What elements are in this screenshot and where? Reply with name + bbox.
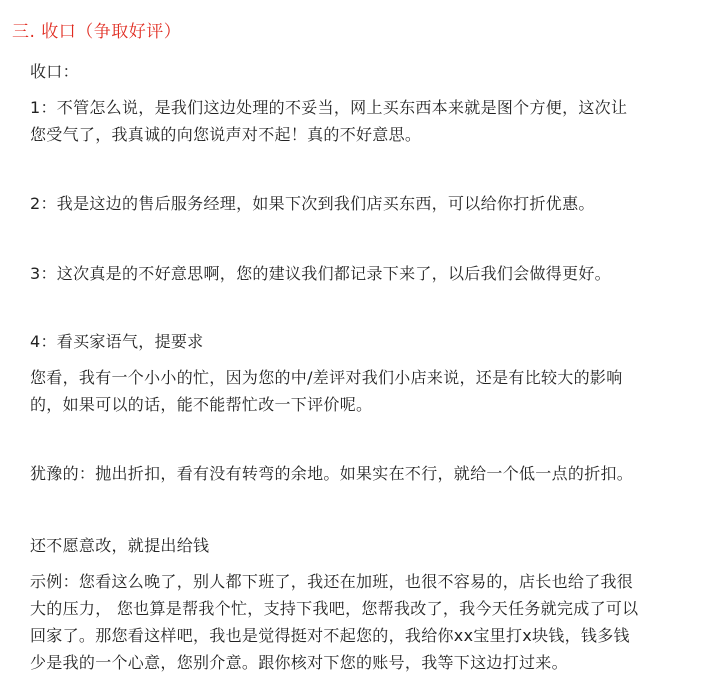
example-line-4: 少是我的一个心意，您别介意。跟你核对下您的账号，我等下这边打过来。: [30, 653, 568, 672]
paragraph-4-body: [30, 364, 690, 418]
paragraph-1-line-1: 1：不管怎么说，是我们这边处理的不妥当，网上买东西本来就是图个方便，这次让: [30, 98, 628, 117]
paragraph-1: [30, 94, 690, 148]
example-line-1: 示例：您看这么晚了，别人都下班了，我还在加班，也很不容易的，店长也给了我很: [30, 572, 634, 591]
example-paragraph: [30, 568, 690, 676]
example-line-3: 回家了。那您看这样吧，我也是觉得挺对不起您的，我给你xx宝里打x块钱，钱多钱: [30, 626, 630, 645]
paragraph-4-body-line-1: 您看，我有一个小小的忙，因为您的中/差评对我们小店来说，还是有比较大的影响: [30, 368, 623, 387]
paragraph-3: 3：这次真是的不好意思啊，您的建议我们都记录下来了，以后我们会做得更好。: [30, 264, 611, 283]
paragraph-4-body-line-2: 的，如果可以的话，能不能帮忙改一下评价呢。: [30, 395, 373, 414]
refuse-title: 还不愿意改，就提出给钱: [30, 536, 210, 555]
intro-label: 收口：: [30, 62, 79, 81]
paragraph-2: 2：我是这边的售后服务经理，如果下次到我们店买东西，可以给你打折优惠。: [30, 194, 595, 213]
paragraph-4-title: 4：看买家语气，提要求: [30, 332, 204, 351]
example-line-2: 大的压力， 您也算是帮我个忙，支持下我吧，您帮我改了，我今天任务就完成了可以: [30, 599, 639, 618]
paragraph-1-line-2: 您受气了，我真诚的向您说声对不起！真的不好意思。: [30, 125, 422, 144]
section-heading: 三. 收口（争取好评）: [12, 22, 182, 42]
hesitant-paragraph: 犹豫的：抛出折扣，看有没有转弯的余地。如果实在不行，就给一个低一点的折扣。: [30, 464, 634, 483]
